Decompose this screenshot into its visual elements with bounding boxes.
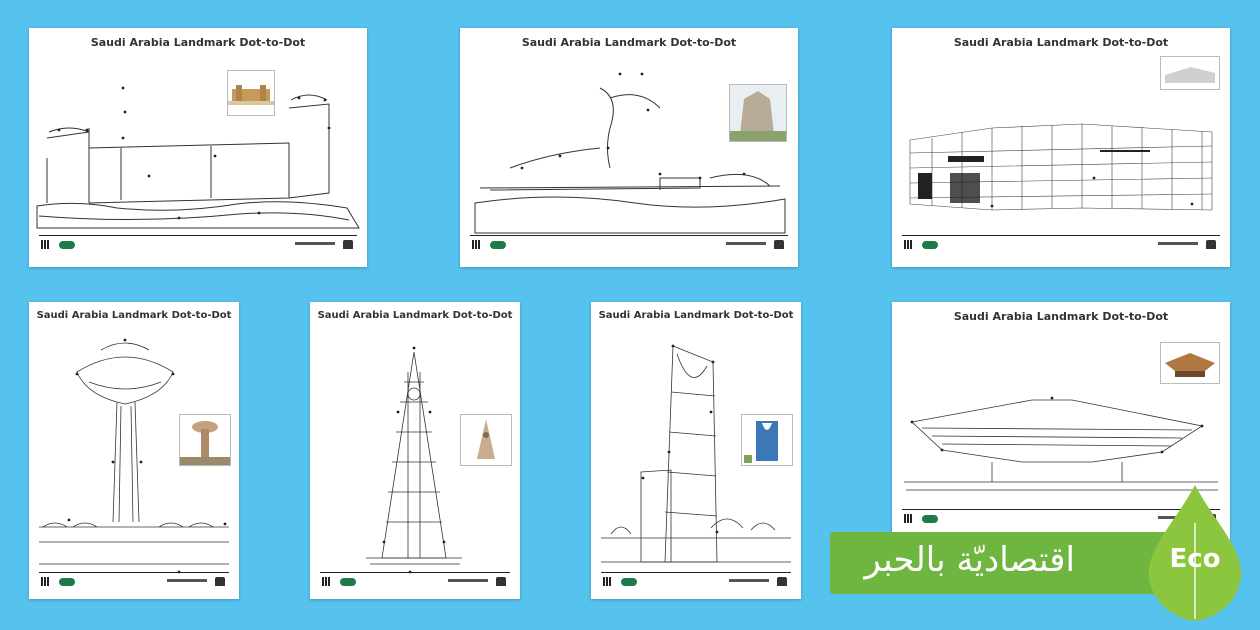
skyline-dot-drawing (460, 28, 798, 267)
worksheet-preview-skyline[interactable] (460, 28, 798, 267)
footer-text-line (726, 242, 766, 245)
footer-text-line (167, 579, 207, 582)
worksheet-footer (470, 235, 788, 256)
worksheet-footer (39, 572, 229, 593)
twinkl-logo (621, 578, 637, 586)
kingdom-tower-dot-drawing (591, 302, 801, 599)
graduation-cap-icon (343, 240, 353, 249)
graduation-cap-icon (777, 577, 787, 586)
worksheet-title: Saudi Arabia Landmark Dot-to-Dot (317, 310, 513, 321)
qr-code-icon (322, 577, 331, 586)
worksheet-preview-faisaliah-tower[interactable] (310, 302, 520, 599)
twinkl-logo (340, 578, 356, 586)
graduation-cap-icon (1206, 240, 1216, 249)
qr-code-icon (904, 240, 913, 249)
eco-label: Eco (1169, 544, 1221, 574)
graduation-cap-icon (496, 577, 506, 586)
faisaliah-tower-dot-drawing (310, 302, 520, 599)
worksheet-footer (601, 572, 791, 593)
qr-code-icon (41, 240, 50, 249)
qr-code-icon (904, 514, 913, 523)
footer-text-line (295, 242, 335, 245)
twinkl-logo (922, 241, 938, 249)
graduation-cap-icon (215, 577, 225, 586)
graduation-cap-icon (774, 240, 784, 249)
water-tower-dot-drawing (29, 302, 239, 599)
worksheet-title: Saudi Arabia Landmark Dot-to-Dot (521, 36, 737, 49)
twinkl-logo (59, 578, 75, 586)
worksheet-title: Saudi Arabia Landmark Dot-to-Dot (598, 310, 794, 321)
worksheet-title: Saudi Arabia Landmark Dot-to-Dot (953, 310, 1169, 323)
worksheet-preview-kingdom-tower[interactable] (591, 302, 801, 599)
worksheet-footer (39, 235, 357, 256)
worksheet-preview-water-tower[interactable] (29, 302, 239, 599)
fort-dot-drawing (29, 28, 367, 267)
worksheet-title: Saudi Arabia Landmark Dot-to-Dot (36, 310, 232, 321)
worksheet-preview-grid-building[interactable] (892, 28, 1230, 267)
footer-text-line (1158, 242, 1198, 245)
worksheet-title: Saudi Arabia Landmark Dot-to-Dot (90, 36, 306, 49)
worksheet-title: Saudi Arabia Landmark Dot-to-Dot (953, 36, 1169, 49)
qr-code-icon (472, 240, 481, 249)
twinkl-logo (59, 241, 75, 249)
twinkl-logo (922, 515, 938, 523)
footer-text-line (448, 579, 488, 582)
worksheet-preview-fort[interactable] (29, 28, 367, 267)
footer-text-line (729, 579, 769, 582)
qr-code-icon (41, 577, 50, 586)
worksheet-footer (902, 235, 1220, 256)
qr-code-icon (603, 577, 612, 586)
twinkl-logo (490, 241, 506, 249)
grid-building-dot-drawing (892, 28, 1230, 267)
eco-banner-arabic-text: اقتصاديّة بالحبر (864, 540, 1075, 580)
worksheet-footer (320, 572, 510, 593)
